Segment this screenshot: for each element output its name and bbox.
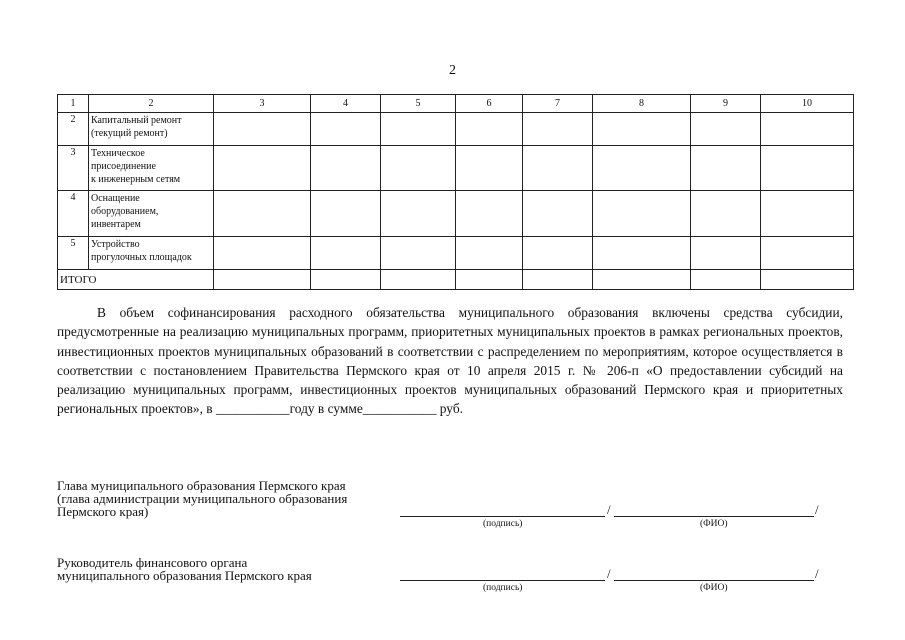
column-header: 9 (691, 95, 761, 113)
table-cell (311, 270, 381, 290)
table-cell (456, 146, 523, 191)
table-cell (214, 270, 311, 290)
signature-title-line: Пермского края) (57, 504, 149, 519)
signature-title-line: Глава муниципального образования Пермского края (57, 478, 346, 493)
table-cell (761, 237, 854, 270)
column-header: 6 (456, 95, 523, 113)
row-number: 2 (58, 113, 89, 146)
table-cell (214, 237, 311, 270)
signature-line (400, 580, 605, 581)
table-cell (381, 191, 456, 237)
table-cell (456, 270, 523, 290)
signature-title-line: Руководитель финансового органа (57, 555, 248, 570)
name-line (614, 580, 814, 581)
table-cell (593, 237, 691, 270)
table-cell (593, 113, 691, 146)
row-number: 4 (58, 191, 89, 237)
table-cell (523, 113, 593, 146)
table-cell (691, 146, 761, 191)
total-row (58, 270, 854, 290)
table-cell (214, 146, 311, 191)
separator-slash: / (607, 502, 611, 517)
table-cell (691, 191, 761, 237)
column-header: 4 (311, 95, 381, 113)
table-cell (456, 237, 523, 270)
table-cell (523, 191, 593, 237)
table-cell (214, 191, 311, 237)
signature-caption: (подпись) (483, 519, 523, 529)
table-row (58, 146, 854, 191)
end-slash: / (815, 502, 819, 517)
table-cell (381, 146, 456, 191)
table-cell (456, 113, 523, 146)
end-slash: / (815, 566, 819, 581)
column-header: 7 (523, 95, 593, 113)
table-row (58, 191, 854, 237)
table-cell (214, 113, 311, 146)
name-line (614, 516, 814, 517)
row-number: 3 (58, 146, 89, 191)
table-cell (381, 237, 456, 270)
table-cell (691, 113, 761, 146)
table-row (58, 237, 854, 270)
row-number: 5 (58, 237, 89, 270)
table-cell (311, 237, 381, 270)
table-cell (761, 146, 854, 191)
table-cell (691, 270, 761, 290)
row-name: Оснащение оборудованием, инвентарем (89, 191, 214, 237)
name-caption: (ФИО) (700, 583, 728, 593)
page-number: 2 (449, 63, 456, 78)
table-cell (311, 146, 381, 191)
table-cell (593, 191, 691, 237)
table-cell (311, 191, 381, 237)
signature-title-line: муниципального образования Пермского края (57, 568, 312, 583)
table-cell (456, 191, 523, 237)
table-cell (523, 237, 593, 270)
table-cell (761, 113, 854, 146)
cofinancing-table (57, 94, 854, 290)
table-cell (593, 146, 691, 191)
table-cell (761, 191, 854, 237)
table-cell (381, 270, 456, 290)
row-name: Устройство прогулочных площадок (89, 237, 214, 270)
signature-line (400, 516, 605, 517)
body-paragraph (57, 303, 843, 419)
separator-slash: / (607, 566, 611, 581)
signature-caption: (подпись) (483, 583, 523, 593)
column-header: 2 (89, 95, 214, 113)
table-row (58, 113, 854, 146)
column-header: 8 (593, 95, 691, 113)
name-caption: (ФИО) (700, 519, 728, 529)
paragraph-text: В объем софинансирования расходного обязательства муниципального образования включены средства субсидии, предусмотренные на реализацию муниципальных программ, приоритетных муниципальных проектов в рамках региональных проектов, инвестиционных проектов муниципальных образований в соответствии с распределением по мероприятиям, которое осуществляется в соответствии с постановлением Правительства Пермского края от 10 апреля 2015 г. № 206-п «О предоставлении субсидий на реализацию муниципальных программ, инвестиционных проектов муниципальных образований Пермского края и приоритетных региональных проектов», в ___________году в сумме___________ руб. (57, 305, 843, 417)
column-header: 10 (761, 95, 854, 113)
row-name: Капитальный ремонт (текущий ремонт) (89, 113, 214, 146)
column-header: 3 (214, 95, 311, 113)
table-cell (311, 113, 381, 146)
table-cell (523, 270, 593, 290)
total-label: ИТОГО (58, 270, 214, 290)
table-cell (523, 146, 593, 191)
column-header: 1 (58, 95, 89, 113)
signature-title-finance (57, 556, 312, 582)
table-cell (691, 237, 761, 270)
table-cell (593, 270, 691, 290)
table-header-row (58, 95, 854, 113)
column-header: 5 (381, 95, 456, 113)
table-cell (761, 270, 854, 290)
row-name: Техническое присоединение к инженерным сетям (89, 146, 214, 191)
table-cell (381, 113, 456, 146)
signature-title-head (57, 479, 347, 518)
signature-title-line: (глава администрации муниципального образования (57, 491, 348, 506)
